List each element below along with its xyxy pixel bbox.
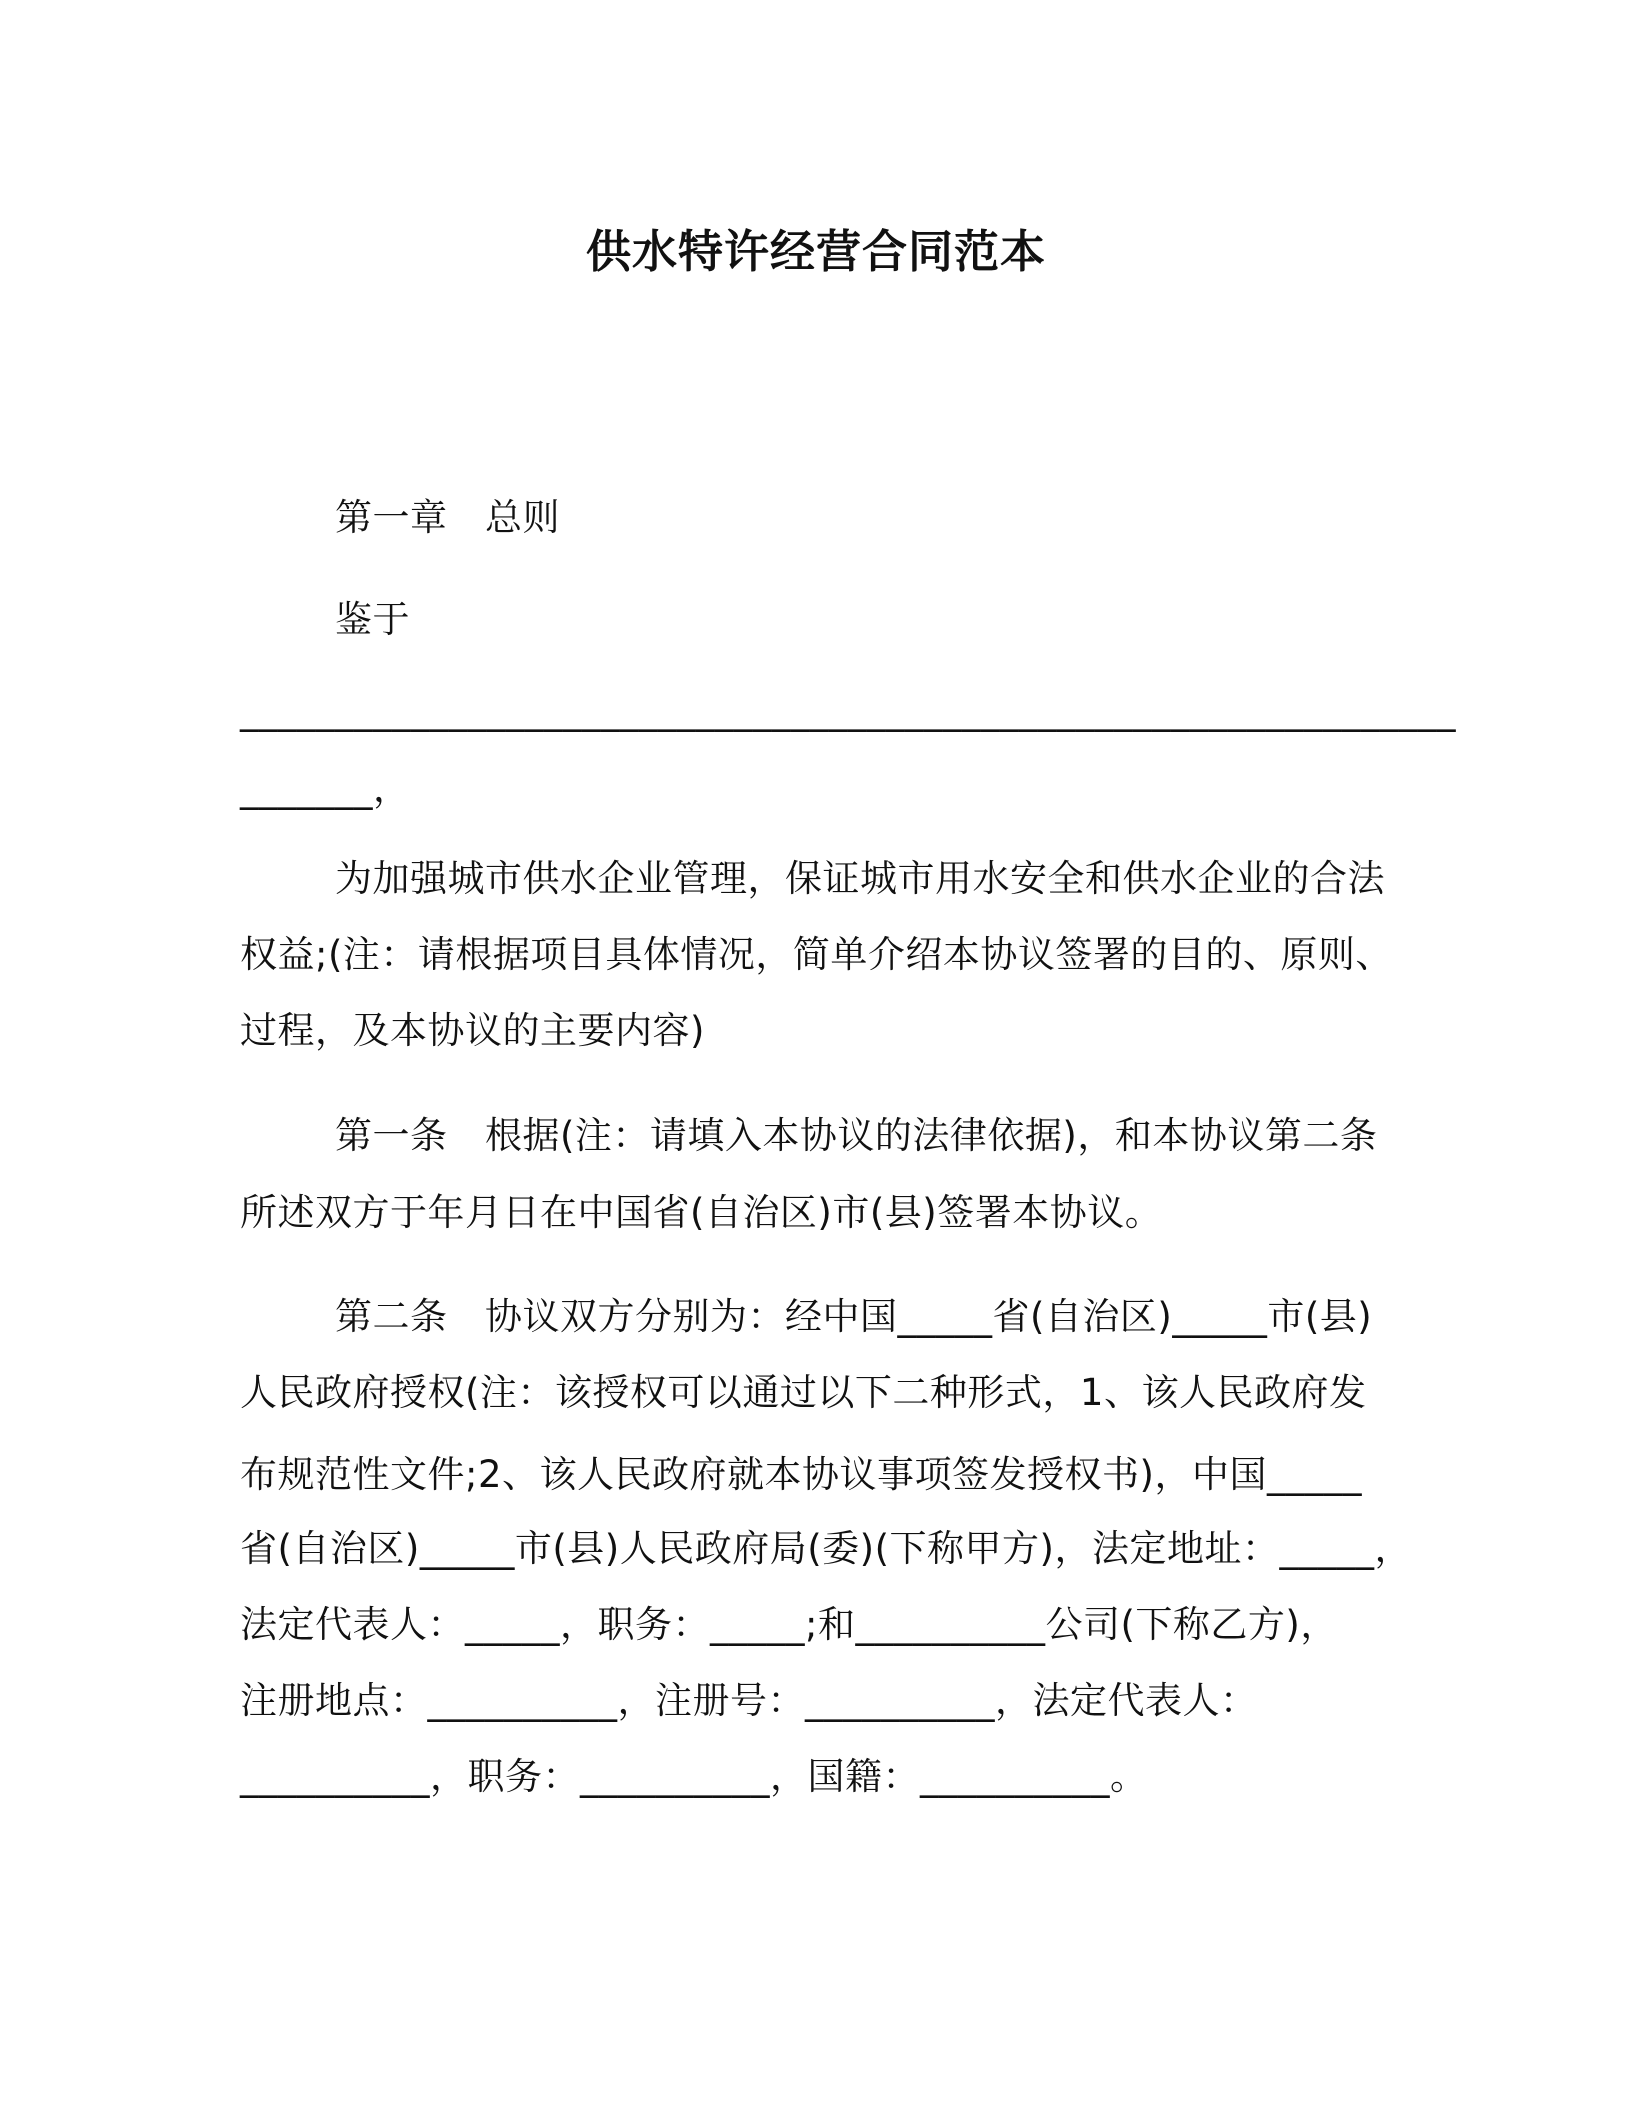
article-2-line: 布规范性文件;2、该人民政府就本协议事项签发授权书)，中国_____ — [240, 1453, 1362, 1496]
article-2-line: 注册地点：__________，注册号：__________，法定代表人： — [240, 1679, 1258, 1722]
paragraph-line: 权益;(注：请根据项目具体情况，简单介绍本协议签署的目的、原则、 — [240, 933, 1393, 976]
article-2-line: 法定代表人：_____，职务：_____;和__________公司(下称乙方)， — [240, 1603, 1338, 1646]
chapter-heading: 第一章 总则 — [335, 496, 560, 539]
blank-fill-line: ________________________________________________________________ — [240, 689, 1456, 732]
article-2-line: 人民政府授权(注：该授权可以通过以下二种形式，1、该人民政府发 — [240, 1371, 1367, 1414]
article-2-line: __________，职务：__________，国籍：__________。 — [240, 1755, 1148, 1798]
blank-fill-line: _______， — [240, 767, 411, 810]
paragraph-line: 过程，及本协议的主要内容) — [240, 1009, 705, 1052]
paragraph-line: 为加强城市供水企业管理，保证城市用水安全和供水企业的合法 — [335, 857, 1385, 900]
article-1-line: 所述双方于年月日在中国省(自治区)市(县)签署本协议。 — [240, 1191, 1163, 1234]
document-title: 供水特许经营合同范本 — [585, 225, 1046, 278]
article-1-line: 第一条 根据(注：请填入本协议的法律依据)，和本协议第二条 — [335, 1114, 1378, 1157]
article-2-line: 第二条 协议双方分别为：经中国_____省(自治区)_____市(县) — [335, 1295, 1373, 1338]
paragraph-line: 鉴于 — [335, 598, 410, 641]
article-2-line: 省(自治区)_____市(县)人民政府局(委)(下称甲方)，法定地址：_____， — [240, 1527, 1412, 1570]
